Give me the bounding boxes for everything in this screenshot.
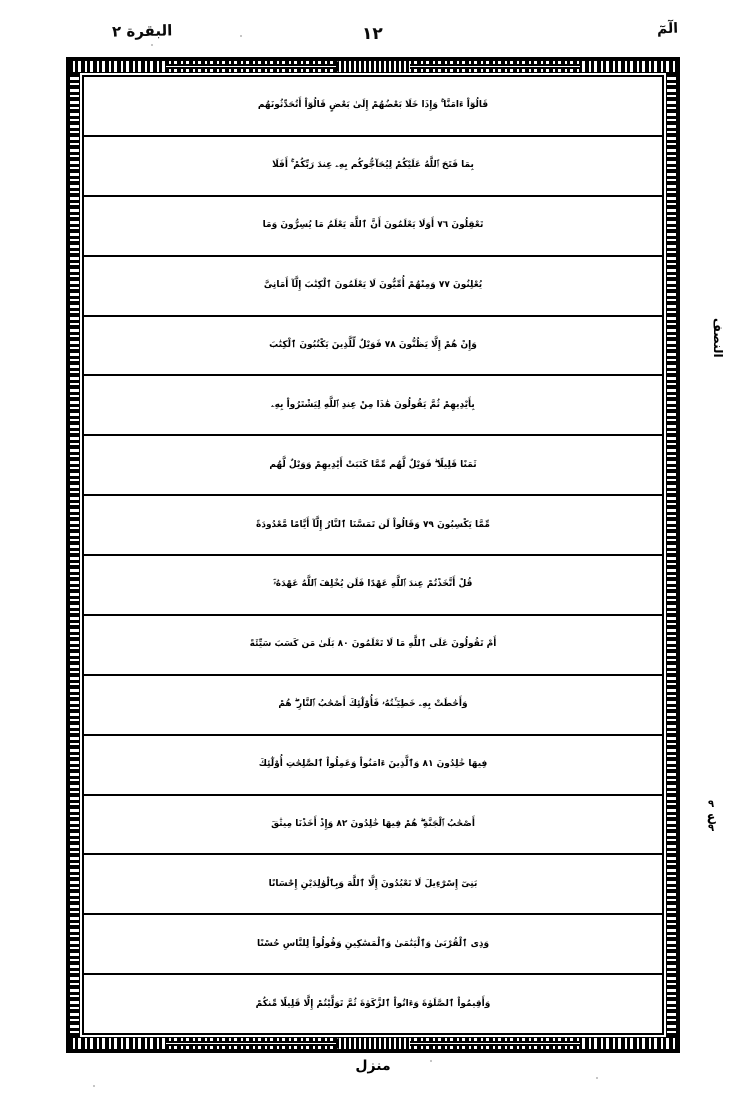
ornament-rail-right (666, 73, 677, 1037)
scan-speckle (430, 1060, 432, 1062)
ayah-line-text: أَمْ تَقُولُونَ عَلَى ٱللَّهِ مَا لَا تَعْلَمُونَ ٨٠ بَلَىٰ مَن كَسَبَ سَيِّئَةً (249, 639, 497, 650)
ayah-line-text: يُعْلِنُونَ ٧٧ وَمِنْهُمْ أُمِّيُّونَ لَا يَعْلَمُونَ ٱلْكِتَٰبَ إِلَّآ أَمَانِىَّ (263, 280, 483, 291)
ayah-line (84, 616, 662, 676)
ayah-line-text: بَنِىٓ إِسْرَٰٓءِيلَ لَا تَعْبُدُونَ إِلَّا ٱللَّهَ وَبِٱلْوَٰلِدَيْنِ إِحْسَانًا (268, 878, 478, 889)
ayah-line (84, 77, 662, 137)
ayah-line (84, 317, 662, 377)
ayah-line-text: قُلْ أَتَّخَذْتُمْ عِندَ ٱللَّهِ عَهْدًا فَلَن يُخْلِفَ ٱللَّهُ عَهْدَهُۥٓ (273, 579, 473, 590)
ayah-line-text: وَأَقِيمُواْ ٱلصَّلَوٰةَ وَءَاتُواْ ٱلزَّكَوٰةَ ثُمَّ تَوَلَّيْتُمْ إِلَّا قَلِيلًا مِّنكُمْ (255, 998, 491, 1009)
scan-speckle (93, 1085, 95, 1087)
ayah-line-text: قَالُوٓاْ ءَامَنَّا ۚ وَإِذَا خَلَا بَعْضُهُمْ إِلَىٰ بَعْضٍ قَالُوٓاْ أَتُحَدِّثُونَهُم (257, 100, 489, 111)
ruku-glyph: ع (706, 809, 716, 825)
ayah-line (84, 975, 662, 1033)
ayah-line (84, 436, 662, 496)
surah-name-label: البقرة ٢ (111, 21, 173, 41)
ornament-rail-left (69, 73, 80, 1037)
scan-speckle (151, 44, 153, 46)
ayah-line (84, 676, 662, 736)
ayah-line (84, 257, 662, 317)
manzil-label: منزل (355, 1058, 391, 1074)
ayah-line (84, 855, 662, 915)
ayah-line (84, 736, 662, 796)
ornament-medallion-bottom (336, 1038, 410, 1049)
ornament-medallion-top (336, 61, 410, 72)
decorative-frame (66, 57, 680, 1053)
ayah-line-text: وَأَحَٰطَتْ بِهِۦ خَطِيٓـَٔتُهُۥ فَأُوْلَٰٓئِكَ أَصْحَٰبُ ٱلنَّارِ ۖ هُمْ (278, 699, 468, 710)
ayah-line (84, 796, 662, 856)
ayah-line-text: فِيهَا خَٰلِدُونَ ٨١ وَٱلَّذِينَ ءَامَنُواْ وَعَمِلُواْ ٱلصَّٰلِحَٰتِ أُوْلَٰٓئِكَ (258, 759, 488, 770)
ruku-number-top: ٩ (707, 799, 715, 810)
ayah-line-text: وَإِنْ هُمْ إِلَّا يَظُنُّونَ ٧٨ فَوَيْلٌ لِّلَّذِينَ يَكْتُبُونَ ٱلْكِتَٰبَ (269, 339, 477, 350)
ayah-text-block (82, 75, 664, 1035)
ruku-number-bottom: ٩ (707, 823, 715, 835)
juz-name-label: الٓمٓ (656, 20, 679, 38)
ayah-line (84, 915, 662, 975)
ayah-line-text: ثَمَنًا قَلِيلًا ۖ فَوَيْلٌ لَّهُم مِّمَّا كَتَبَتْ أَيْدِيهِمْ وَوَيْلٌ لَّهُم (269, 459, 477, 470)
ayah-line-text: مِّمَّا يَكْسِبُونَ ٧٩ وَقَالُواْ لَن تَمَسَّنَا ٱلنَّارُ إِلَّآ أَيَّامًا مَّعْدُودَةً (256, 519, 490, 530)
page-header (70, 22, 678, 56)
ayah-line (84, 197, 662, 257)
half-juz-marker: النصف (711, 318, 725, 358)
ruku-marker (696, 800, 726, 835)
ayah-line-text: تَعْقِلُونَ ٧٦ أَوَلَا يَعْلَمُونَ أَنَّ ٱللَّهَ يَعْلَمُ مَا يُسِرُّونَ وَمَا (262, 220, 484, 231)
ayah-line (84, 376, 662, 436)
ayah-line-text: وَذِى ٱلْقُرْبَىٰ وَٱلْيَتَٰمَىٰ وَٱلْمَسَٰكِينِ وَقُولُواْ لِلنَّاسِ حُسْنًا (256, 938, 490, 949)
ayah-line-text: بِأَيْدِيهِمْ ثُمَّ يَقُولُونَ هَٰذَا مِنْ عِندِ ٱللَّهِ لِيَشْتَرُواْ بِهِۦ (271, 399, 475, 410)
scan-speckle (240, 35, 242, 37)
ayah-line-text: أَصْحَٰبُ ٱلْجَنَّةِ ۖ هُمْ فِيهَا خَٰلِدُونَ ٨٢ وَإِذْ أَخَذْنَا مِيثَٰقَ (271, 818, 475, 829)
ayah-line (84, 137, 662, 197)
ayah-line (84, 556, 662, 616)
ayah-line (84, 496, 662, 556)
ayah-line-text: بِمَا فَتَحَ ٱللَّهُ عَلَيْكُمْ لِيُحَآجُّوكُم بِهِۦ عِندَ رَبِّكُمْ ۚ أَفَلَا (272, 160, 474, 171)
page-number: ١٢ (362, 24, 383, 44)
scan-speckle (596, 1077, 598, 1079)
